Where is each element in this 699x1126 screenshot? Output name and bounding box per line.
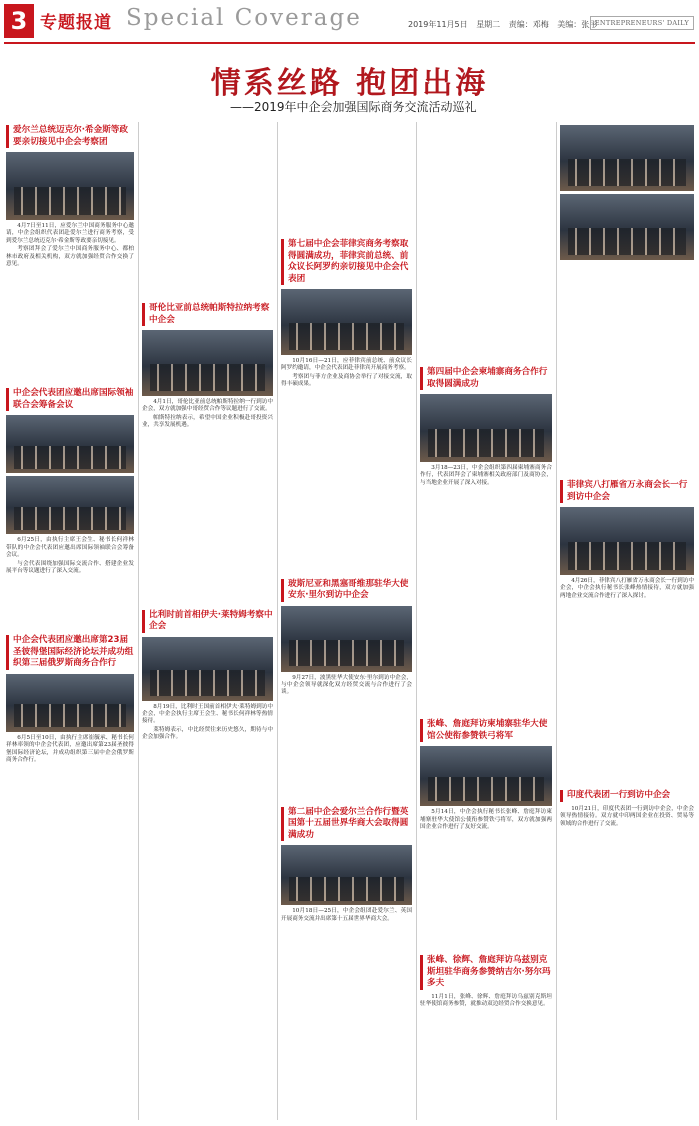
paper-name: ENTREPRENEURS' DAILY: [590, 16, 694, 30]
column-1: [6, 122, 134, 765]
article-photo: [281, 845, 412, 905]
article-india: [560, 790, 694, 828]
article-title: 哥伦比亚前总统帕斯特拉纳考察中企会: [142, 303, 273, 326]
column-2: [142, 300, 273, 742]
article-st-petersburg: [6, 635, 134, 764]
article-ireland-uk: [281, 807, 412, 923]
article-photo: [142, 330, 273, 396]
article-philippines: [281, 239, 412, 389]
main-subheadline: ——2019年中企会加强国际商务交流活动巡礼: [230, 100, 477, 114]
column-3: [281, 236, 412, 923]
article-paragraph: 10月18日—25日，中企会组团赴爱尔兰、英国开展商务交流并出席第十五届世界华商大会。: [281, 908, 412, 922]
article-title: 中企会代表团应邀出席第23届圣彼得堡国际经济论坛并成功组织第三届俄罗斯商务合作行: [6, 635, 134, 670]
article-paragraph: 考察团拜会了爱尔兰中国商务服务中心、都柏林市政府及相关机构，双方就加强经贸合作交换了意见。: [6, 246, 134, 268]
editor: 责编：邓梅: [508, 20, 549, 29]
article-photo: [6, 152, 134, 220]
article-title: 中企会代表团应邀出席国际领袖联合会筹备会议: [6, 388, 134, 411]
header-rule: [4, 42, 695, 44]
column-divider: [556, 122, 557, 1120]
article-paragraph: 4月1日，哥伦比亚前总统帕斯特拉纳一行到访中企会，双方就加强中哥经贸合作等议题进行了交流。: [142, 399, 273, 413]
page-header: [0, 0, 699, 44]
article-paragraph: 与会代表围绕加强国际交流合作、搭建企业发展平台等议题进行了深入交流。: [6, 560, 134, 575]
article-title: 比利时前首相伊夫·莱特姆考察中企会: [142, 610, 273, 633]
article-photo: [420, 394, 552, 462]
column-5: [560, 122, 694, 828]
article-paragraph: 莱特姆表示，中比经贸往来历史悠久，期待与中企会加强合作。: [142, 726, 273, 741]
article-photo: [281, 606, 412, 672]
article-paragraph: 3月18—23日，中企会组织第四届柬埔寨商务合作行，代表团拜会了柬埔寨相关政府部门及商协会，与当地企业开展了深入对接。: [420, 465, 552, 486]
article-title: 第七届中企会菲律宾商务考察取得圆满成功，菲律宾前总统、前众议长阿罗约亲切接见中企会代表团: [281, 239, 412, 285]
article-title: 第四届中企会柬埔寨商务合作行取得圆满成功: [420, 367, 552, 390]
article-photo: [560, 125, 694, 191]
article-photo: [6, 674, 134, 732]
article-title: 菲律宾八打雁省万永商会长一行到访中企会: [560, 480, 694, 503]
article-title: 印度代表团一行到访中企会: [560, 790, 694, 802]
column-divider: [416, 122, 417, 1120]
article-photo: [560, 507, 694, 575]
article-batangas: [560, 480, 694, 600]
article-title: 张峰、詹庭拜访柬埔寨驻华大使馆公使衔参赞铁弓将军: [420, 719, 552, 742]
article-paragraph: 10月16日—21日，应菲律宾前总统、前众议长阿罗约邀请，中企会代表团赴菲律宾开展商务考察。: [281, 358, 412, 372]
article-paragraph: 4月7日至11日，应爱尔兰中国商务服务中心邀请，中企会组织代表团赴爱尔兰进行商务考察，受到爱尔兰总统迈克尔·希金斯等政要亲切接见。: [6, 223, 134, 244]
article-belgium: [142, 610, 273, 742]
article-paragraph: 帕斯特拉纳表示，希望中国企业积极赴哥投资兴业，共享发展机遇。: [142, 414, 273, 429]
article-photo: [6, 415, 134, 473]
issue-date: 2019年11月5日: [408, 20, 468, 29]
article-leaders-union: [6, 388, 134, 575]
section-number: 3: [4, 4, 34, 38]
article-photo: [281, 289, 412, 355]
article-ireland: [6, 125, 134, 268]
article-photo: [142, 637, 273, 701]
column-divider: [277, 122, 278, 1120]
article-paragraph: 6月5日至10日，由执行主席崔毓承、秘书长何祥林率领的中企会代表团，应邀出席第23届圣彼得堡国际经济论坛，并成功组织第三届中企会俄罗斯商务合作行。: [6, 734, 134, 764]
article-paragraph: 11月1日，张峰、徐辉、詹庭拜访乌兹别克斯坦驻华使馆商务参赞，就推动双边经贸合作交换意见。: [420, 993, 552, 1008]
column-4: [420, 364, 552, 1009]
article-title: 张峰、徐辉、詹庭拜访乌兹别克斯坦驻华商务参赞纳吉尔·努尔玛多夫: [420, 955, 552, 990]
article-cambodia: [420, 367, 552, 487]
article-photo: [420, 746, 552, 806]
issue-weekday: 星期二: [476, 20, 501, 29]
article-paragraph: 8月19日，比利时王国前首相伊夫·莱特姆到访中企会，中企会执行主席王会生、秘书长何祥林等热情接待。: [142, 703, 273, 725]
article-photo: [560, 194, 694, 260]
article-paragraph: 考察团与菲方企业及商协会举行了对接交流，取得丰硕成果。: [281, 373, 412, 388]
main-headline: 情系丝路 抱团出海: [210, 66, 489, 101]
article-paragraph: 10月21日，印度代表团一行到访中企会，中企会领导热情接待。双方就中印两国企业在投资、贸易等领域的合作进行了交流。: [560, 805, 694, 827]
article-title: 第二届中企会爱尔兰合作行暨英国第十五届世界华商大会取得圆满成功: [281, 807, 412, 842]
issue-meta: [408, 19, 603, 30]
article-photo: [6, 476, 134, 534]
article-bosnia: [281, 579, 412, 697]
article-paragraph: 4月26日，菲律宾八打雁省万永商会长一行到访中企会，中企会执行秘书长张峰热情接待，双方就加强两地企业交流合作进行了深入探讨。: [560, 578, 694, 599]
article-uzbekistan: [420, 955, 552, 1008]
article-paragraph: 5月14日，中企会执行秘书长张峰、詹庭拜访柬埔寨驻华大使馆公使衔参赞铁弓将军，双方就加强两国企业合作进行了友好交流。: [420, 809, 552, 831]
article-paragraph: 6月25日，由执行主席王会生、秘书长何祥林带队的中企会代表团应邀出席国际领袖联合会筹备会议。: [6, 537, 134, 559]
article-title: 玻斯尼亚和黑塞哥维那驻华大使安东·里尔到访中企会: [281, 579, 412, 602]
designer: 美编：张彤: [557, 20, 598, 29]
article-colombia: [142, 303, 273, 430]
section-english-title: Special Coverage: [126, 5, 362, 31]
article-cambodia-embassy: [420, 719, 552, 831]
column-divider: [138, 122, 139, 1120]
article-title: 爱尔兰总统迈克尔·希金斯等政要亲切接见中企会考察团: [6, 125, 134, 148]
article-paragraph: 9月27日，波黑驻华大使安东·里尔到访中企会，与中企会领导就深化双方经贸交流与合作进行了会谈。: [281, 674, 412, 696]
section-title: 专题报道: [40, 13, 112, 33]
